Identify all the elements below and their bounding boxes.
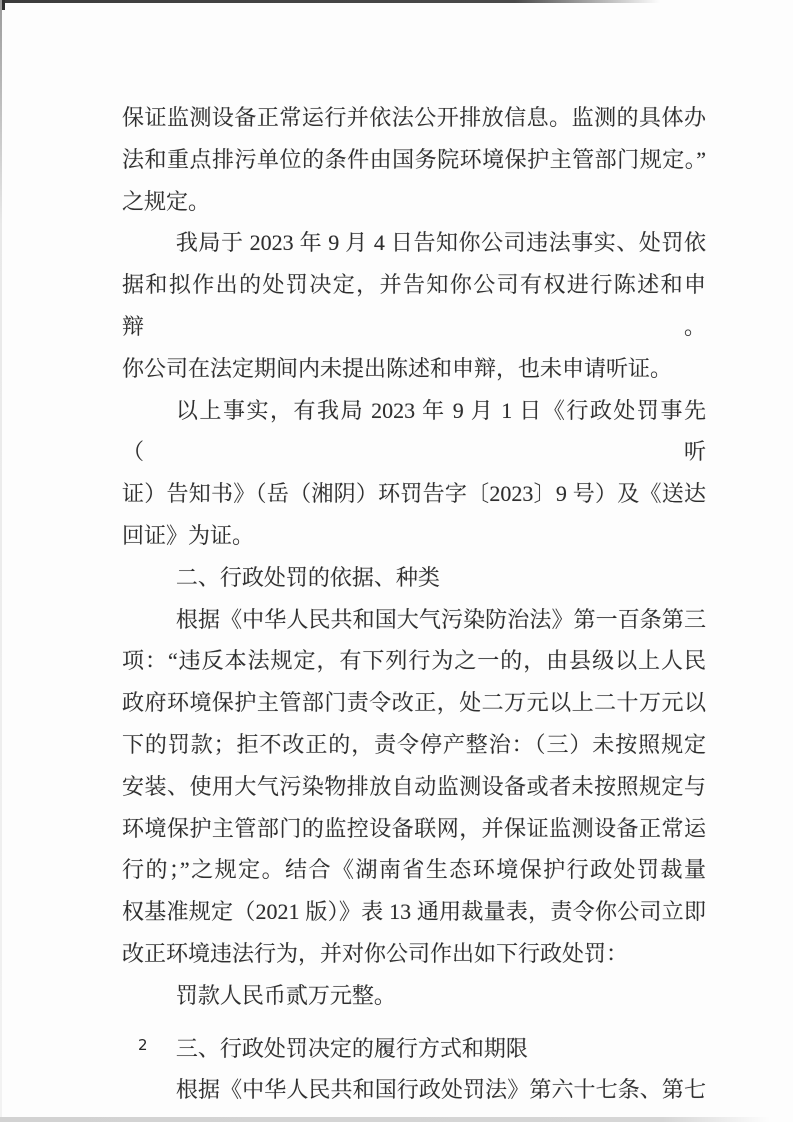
text-line: 安装、使用大气污染物排放自动监测设备或者未按照规定与: [122, 773, 706, 799]
scan-edge-left: [0, 0, 2, 1122]
text-line: 根据《中华人民共和国行政处罚法》第六十七条、第七: [175, 1077, 706, 1103]
paragraph-penalty-basis: [122, 599, 706, 975]
text-line: 行的；”之规定。结合《湖南省生态环境保护行政处罚裁量: [122, 857, 706, 883]
text-line: 下的罚款；拒不改正的，责令停产整治：（三）未按照规定: [122, 731, 706, 757]
text-line: 项：“违反本法规定，有下列行为之一的，由县级以上人民: [122, 648, 706, 674]
text-line: 法和重点排污单位的条件由国务院环境保护主管部门规定。”: [122, 146, 706, 172]
text-line: 据和拟作出的处罚决定，并告知你公司有权进行陈述和申辩。: [122, 272, 706, 339]
text-line: 以上事实，有我局 2023 年 9 月 1 日《行政处罚事先（听: [122, 397, 706, 465]
text-line: 我局于 2023 年 9 月 4 日告知你公司违法事实、处罚依: [175, 230, 706, 256]
text-line: 保证监测设备正常运行并依法公开排放信息。监测的具体办: [122, 105, 706, 130]
scan-edge-bottom: [0, 1117, 770, 1122]
text-line: 罚款人民币贰万元整。: [175, 982, 396, 1008]
text-line: 环境保护主管部门的监控设备联网，并保证监测设备正常运: [122, 815, 706, 841]
text-line: 之规定。: [122, 188, 211, 214]
section-heading-3: [122, 1028, 706, 1070]
text-line: 回证》为证。: [122, 522, 255, 548]
paragraph-penalty-amount: [122, 975, 706, 1017]
paragraph-legal-quote-continuation: [122, 97, 706, 222]
heading-line: 三、行政处罚决定的履行方式和期限: [175, 1035, 528, 1061]
text-line: 证）告知书》（岳（湘阴）环罚告字〔2023〕9 号）及《送达: [122, 481, 706, 507]
scan-edge-top: [0, 0, 660, 3]
page-number: 2: [138, 1036, 148, 1054]
paragraph-evidence: [122, 390, 706, 557]
text-line: 你公司在法定期间内未提出陈述和申辩，也未申请听证。: [122, 355, 673, 381]
paragraph-notification: [122, 222, 706, 389]
document-body: [122, 97, 706, 1111]
paragraph-fulfillment-basis: [122, 1069, 706, 1111]
text-line: 改正环境违法行为，并对你公司作出如下行政处罚：: [122, 940, 629, 966]
text-line: 权基准规定（2021 版）》表 13 通用裁量表，责令你公司立即: [122, 899, 706, 925]
text-line: 政府环境保护主管部门责令改正，处二万元以上二十万元以: [122, 690, 706, 716]
text-line: 根据《中华人民共和国大气污染防治法》第一百条第三: [175, 606, 706, 632]
heading-line: 二、行政处罚的依据、种类: [175, 564, 440, 590]
section-heading-2: [122, 557, 706, 599]
